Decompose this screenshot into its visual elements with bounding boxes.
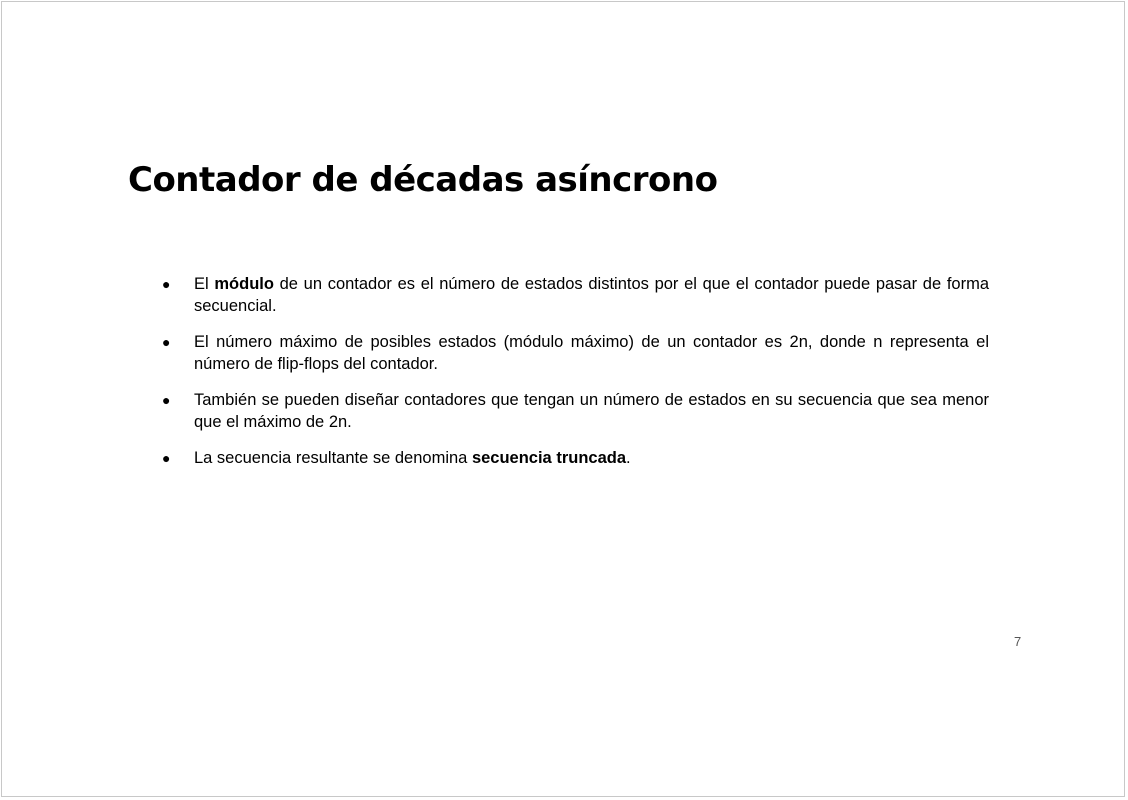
bullet-bold-text: módulo bbox=[214, 275, 274, 293]
bullet-item bbox=[159, 447, 989, 469]
bullet-dot-icon: ● bbox=[162, 392, 171, 408]
bullet-item bbox=[159, 389, 989, 433]
slide-title: Contador de décadas asíncrono bbox=[128, 160, 718, 200]
bullet-text: También se pueden diseñar contadores que tengan un número de estados en su secuencia que sea menor que el máximo de 2n. bbox=[194, 391, 989, 431]
bullet-text: El número máximo de posibles estados (módulo máximo) de un contador es 2n, donde n representa el número de flip-flops del contador. bbox=[194, 333, 989, 373]
bullet-list bbox=[159, 273, 989, 483]
bullet-text: . bbox=[626, 449, 631, 467]
bullet-text: La secuencia resultante se denomina bbox=[194, 449, 472, 467]
bullet-dot-icon: ● bbox=[162, 276, 171, 292]
bullet-text: de un contador es el número de estados distintos por el que el contador puede pasar de forma secuencial. bbox=[194, 275, 989, 315]
bullet-text: El bbox=[194, 275, 215, 293]
slide bbox=[1, 1, 1125, 797]
page-number: 7 bbox=[1014, 634, 1022, 649]
bullet-dot-icon: ● bbox=[162, 334, 171, 350]
bullet-bold-text: secuencia truncada bbox=[471, 449, 627, 467]
bullet-item bbox=[159, 331, 989, 375]
bullet-item bbox=[159, 273, 989, 317]
bullet-dot-icon: ● bbox=[162, 450, 171, 466]
